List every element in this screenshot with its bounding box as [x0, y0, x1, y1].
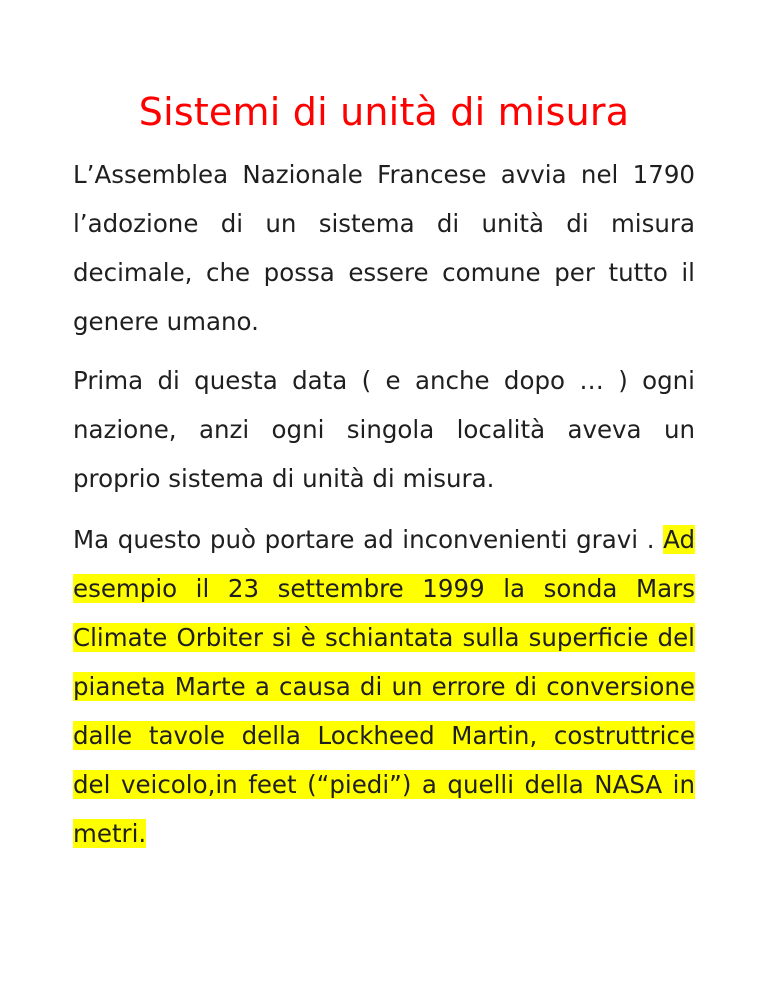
paragraph-plain-text: Ma questo può portare ad inconvenienti gravi . — [73, 525, 664, 554]
paragraph-mars-orbiter — [73, 515, 695, 858]
paragraph-assemblea: L’Assemblea Nazionale Francese avvia nel 1790 l’adozione di un sistema di unità di misura decimale, che possa essere comune per tutto il genere umano. — [73, 160, 695, 336]
highlighted-text: Ad esempio il 23 settembre 1999 la sonda Mars Climate Orbiter si è schiantata sulla superficie del pianeta Marte a causa di un errore di conversione dalle tavole della Lockheed Martin, costruttrice del veicolo,in feet (“piedi”) a quelli della NASA in metri. — [73, 525, 695, 848]
page-title: Sistemi di unità di misura — [138, 90, 630, 134]
document-page — [73, 0, 695, 858]
paragraph-prima: Prima di questa data ( e anche dopo … ) ogni nazione, anzi ogni singola località aveva un proprio sistema di unità di misura. — [73, 366, 695, 493]
